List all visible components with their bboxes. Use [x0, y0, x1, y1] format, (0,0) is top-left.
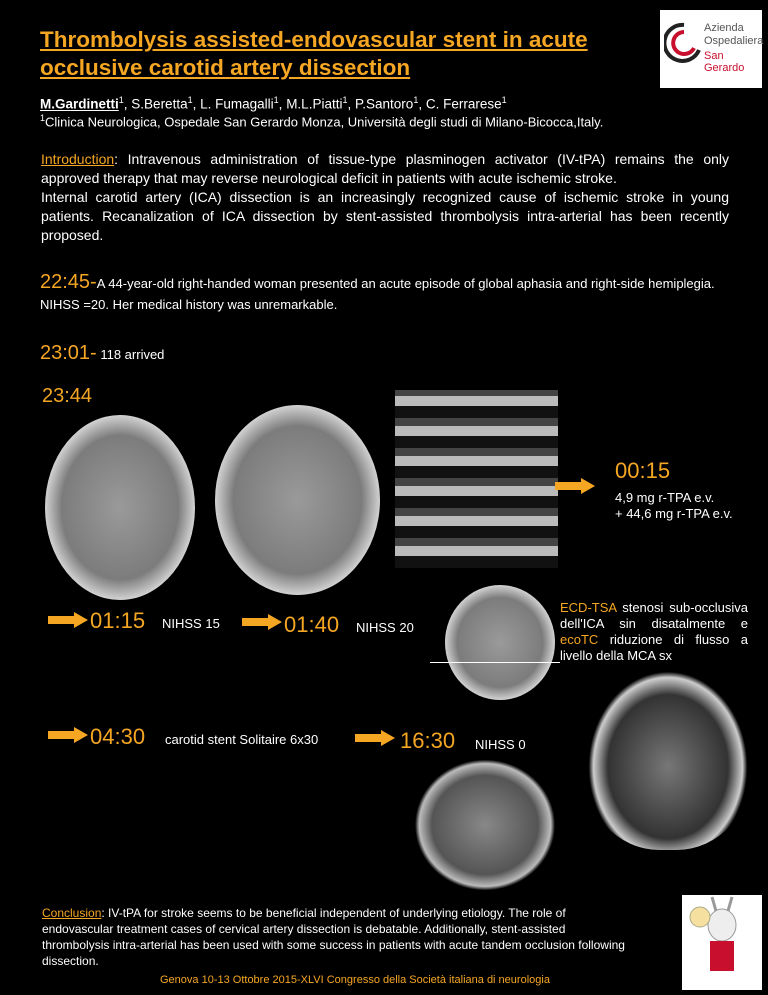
logo-line-1: Azienda: [704, 22, 744, 34]
rabbit-illustration: [682, 895, 762, 990]
author-6: C. Ferrarese: [425, 96, 502, 112]
logo-mark-icon: [664, 20, 704, 70]
conclusion-text: IV-tPA for stroke seems to be beneficial independent of underlying etiology. The role of endovascular treatment cases of cervical artery dissection is debatable. Additionally, stent-assisted thrombolysis intra-arterial has been used with some success in patients with acute tandem occlusion following dissection.: [42, 906, 625, 968]
time-2344: 23:44: [42, 385, 93, 407]
mri-scan-2: [410, 755, 560, 895]
conclusion: Conclusion: IV-tPA for stroke seems to be beneficial independent of underlying etiology. The role of endovascular treatment cases of cervical artery dissection is debatable. Additionally, stent-assisted thrombolysis intra-arterial has been used with some success in patients with acute tandem occlusion following dissection.: [42, 906, 625, 968]
author-3: L. Fumagalli: [200, 96, 274, 112]
tpa-dose-2: + 44,6 mg r-TPA e.v.: [615, 506, 733, 521]
time-2301: 23:01-: [40, 342, 97, 364]
arrow-icon: [242, 614, 282, 630]
arrow-icon: [48, 612, 88, 628]
ct-scan-1: [45, 415, 195, 600]
arrow-icon: [48, 727, 88, 743]
ecd-findings: [560, 600, 748, 664]
rabbit-icon: [682, 895, 762, 990]
time-1630: 16:30: [400, 728, 456, 753]
ecd-text-b: riduzione di flusso a livello della MCA sx: [560, 632, 748, 663]
author-5: P.Santoro: [355, 96, 414, 112]
affiliation-text: Clinica Neurologica, Ospedale San Gerardo Monza, Università degli studi di Milano-Bicocca,Italy.: [45, 114, 604, 130]
time-2245: 22:45-: [40, 271, 97, 293]
intro-p2: Internal carotid artery (ICA) dissection is an increasingly recognized cause of ischemic stroke in young patients. Recanalization of ICA dissection by stent-assisted thrombolysis intra-arterial has been recently proposed.: [41, 189, 729, 243]
conclusion-label: Conclusion: [42, 906, 102, 920]
ct-scan-3: [445, 585, 555, 700]
ct-scan-2: [215, 405, 380, 595]
angio-scan: [395, 390, 558, 568]
text-0115: NIHSS 15: [162, 616, 220, 631]
hospital-logo: [660, 10, 762, 88]
tpa-dose-1: 4,9 mg r-TPA e.v.: [615, 490, 715, 505]
text-2245: A 44-year-old right-handed woman presented an acute episode of global aphasia and right-side hemiplegia. NIHSS =20. Her medical history was unremarkable.: [40, 276, 715, 312]
intro-label: Introduction: [41, 151, 115, 167]
text-0430: carotid stent Solitaire 6x30: [165, 732, 319, 747]
time-0140: 01:40: [284, 612, 340, 637]
logo-line-2: Ospedaliera: [704, 35, 764, 47]
time-0430: 04:30: [90, 724, 146, 749]
logo-line-3: San Gerardo: [704, 50, 745, 74]
author-4: M.L.Piatti: [286, 96, 343, 112]
divider-line: [430, 662, 560, 663]
authors: M.Gardinetti$^1$, S.Beretta$^1$, L. Fumagalli$^1$, M.L.Piatti$^1$, P.Santoro$^1$, C. Ferrarese$^1$: [40, 95, 507, 112]
timeline-2245: [40, 272, 730, 315]
author-1: M.Gardinetti: [40, 96, 119, 112]
text-2301: 118 arrived: [100, 347, 165, 362]
timeline-2301: [40, 342, 164, 365]
time-0015: 00:15: [615, 458, 671, 483]
footer: Genova 10-13 Ottobre 2015-XLVI Congresso della Società italiana di neurologia: [160, 974, 550, 986]
text-1630: NIHSS 0: [475, 737, 526, 752]
affiliation: $^1$Clinica Neurologica, Ospedale San Gerardo Monza, Università degli studi di Milano-Bicocca,Italy.: [40, 113, 604, 130]
mri-scan-1: [583, 665, 753, 850]
arrow-icon: [555, 478, 595, 494]
author-2: S.Beretta: [131, 96, 188, 112]
intro-p1: Intravenous administration of tissue-type plasminogen activator (IV-tPA) remains the only approved therapy that may reverse neurological deficit in patients with acute ischemic stroke.: [41, 151, 730, 186]
arrow-icon: [355, 730, 395, 746]
time-0115: 01:15: [90, 608, 146, 633]
ecd-label: ECD-TSA: [560, 600, 617, 615]
eco-label: ecoTC: [560, 632, 599, 647]
text-0140: NIHSS 20: [356, 620, 414, 635]
introduction: Introduction: Intravenous administration of tissue-type plasminogen activator (IV-tPA) remains the only approved therapy that may reverse neurological deficit in patients with acute ischemic stroke. Internal carotid artery (ICA) dissection is an increasingly recognized cause of ischemic stroke in young patients. Recanalization of ICA dissection by stent-assisted thrombolysis intra-arterial has been recently proposed.: [41, 151, 730, 243]
ecd-text-a: stenosi sub-occlusiva dell'ICA sin disatalmente e: [560, 600, 748, 631]
poster-title: Thrombolysis assisted-endovascular stent in acute occlusive carotid artery dissection: [40, 27, 588, 80]
